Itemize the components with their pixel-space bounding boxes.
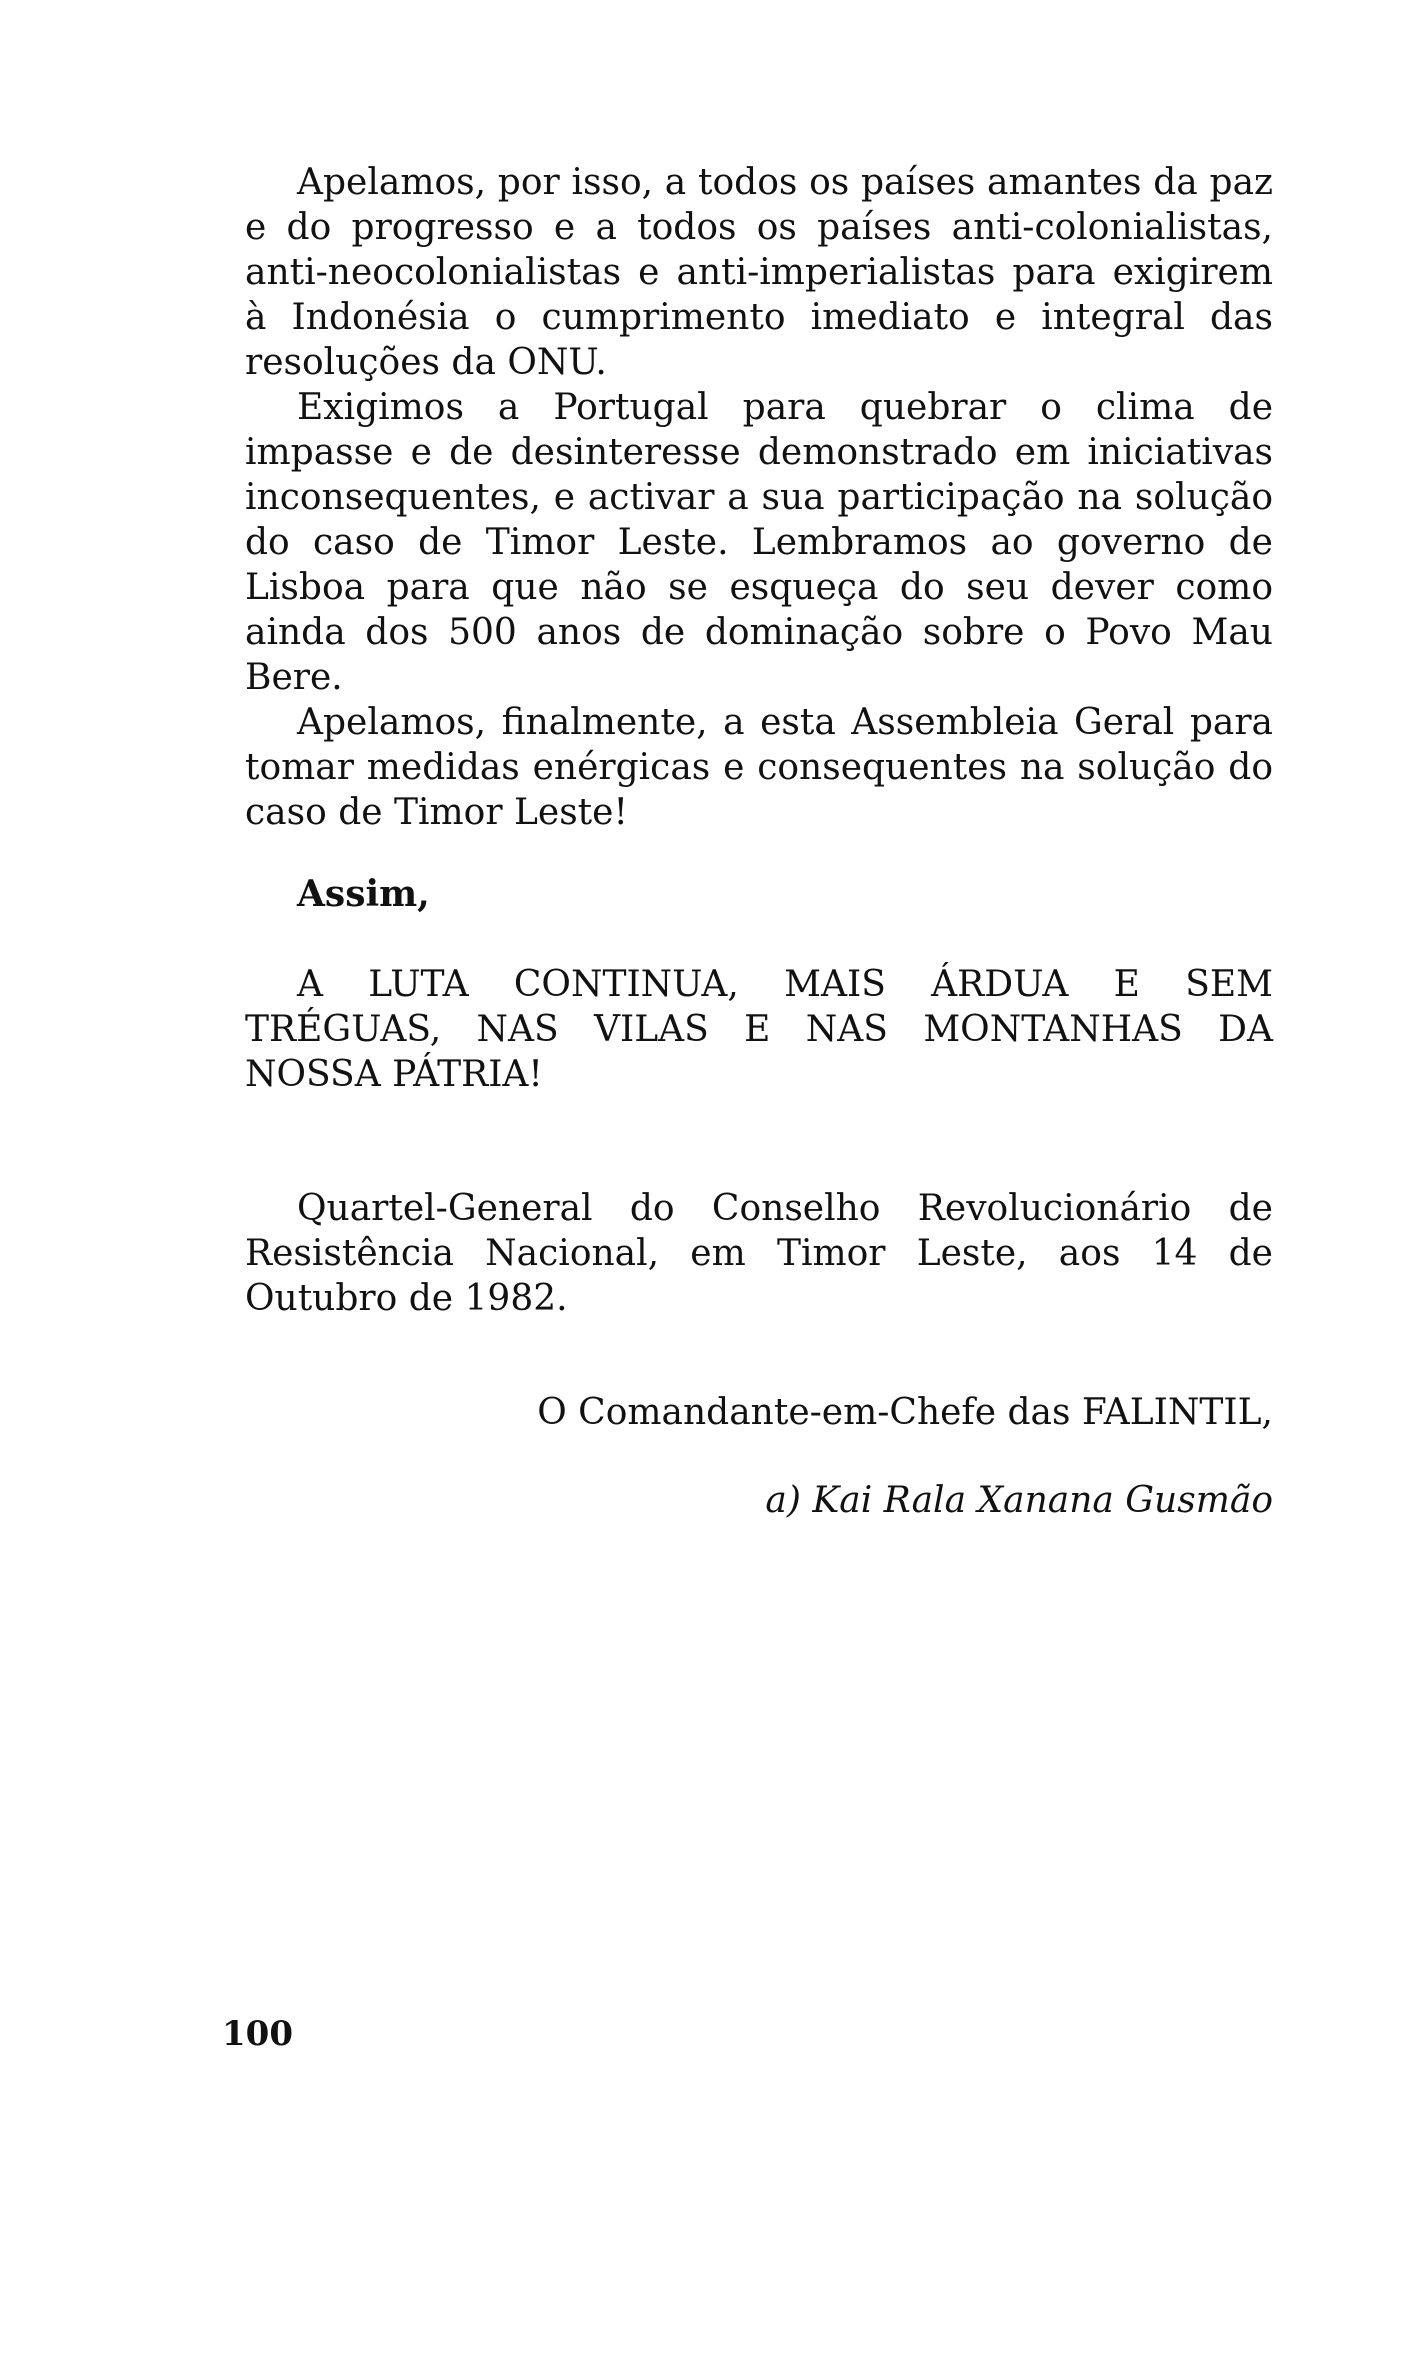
paragraph-appeal-nations: Apelamos, por isso, a todos os países amantes da paz e do progresso e a todos os países anti-colonialistas, anti-neocolonialistas e anti-imperialistas para exigirem à Indonésia o cumprimento imediato e integral das resoluções da ONU. [245, 162, 1273, 383]
appeal-body [245, 160, 1273, 835]
closing-word: Assim, [297, 873, 430, 915]
paragraph-general-assembly: Apelamos, finalmente, a esta Assembleia Geral para tomar medidas enérgicas e consequentes na solução do caso de Timor Leste! [245, 702, 1273, 833]
paragraph-portugal: Exigimos a Portugal para quebrar o clima de impasse e de desinteresse demonstrado em iniciativas inconsequentes, e activar a sua participação na solução do caso de Timor Leste. Lembramos ao governo de Lisboa para que não se esqueça do seu dever como ainda dos 500 anos de dominação sobre o Povo Mau Bere. [245, 387, 1273, 698]
signature-line: a) Kai Rala Xanana Gusmão [765, 1480, 1273, 1521]
slogan: A LUTA CONTINUA, MAIS ÁRDUA E SEM TRÉGUAS, NAS VILAS E NAS MONTANHAS DA NOSSA PÁTRIA! [245, 964, 1273, 1095]
place-and-date: Quartel-General do Conselho Revolucionário de Resistência Nacional, em Timor Leste, aos 14 de Outubro de 1982. [245, 1188, 1273, 1319]
page-number: 100 [222, 2014, 293, 2054]
signatory-title: O Comandante-em-Chefe das FALINTIL, [537, 1392, 1273, 1433]
